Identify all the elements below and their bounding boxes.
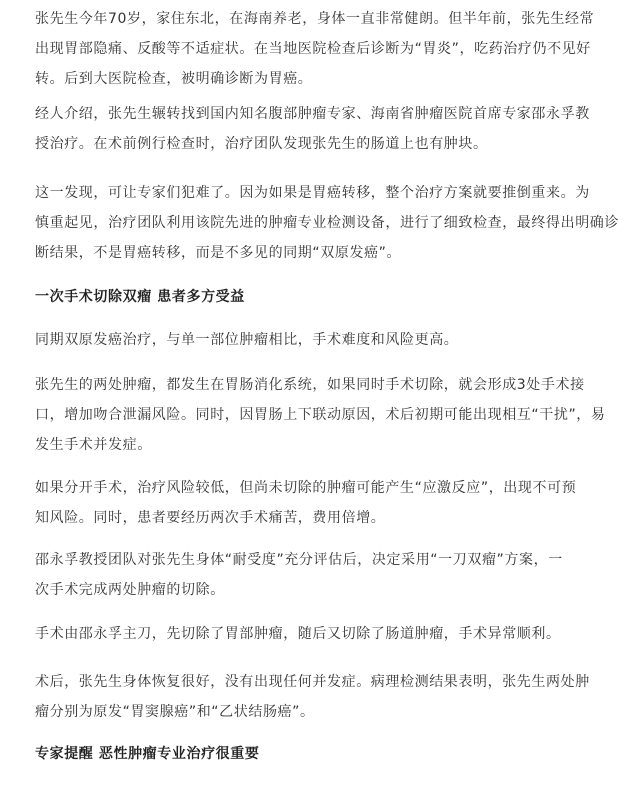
section-heading-expert-advice: 专家提醒 恶性肿瘤专业治疗很重要 [35,746,260,762]
section-heading-surgery: 一次手术切除双瘤 患者多方受益 [35,289,245,305]
text-line: 口，增加吻合泄漏风险。同时，因胃肠上下联动原因，术后初期可能出现相互“干扰”，易 [35,407,606,423]
text-line: 知风险。同时，患者要经历两次手术痛苦，费用倍增。 [35,510,386,526]
paragraph-recovery [35,667,601,727]
paragraph-separate-risk [35,473,601,533]
paragraph-simultaneous-risk [35,370,606,460]
paragraph-operation [35,619,601,649]
paragraph-diagnosis [35,178,619,268]
text-line: 邵永孚教授团队对张先生身体“耐受度”充分评估后，决定采用“一刀双瘤”方案，一 [35,552,563,568]
text-line: 经人介绍，张先生辗转找到国内知名腹部肿瘤专家、海南省肿瘤医院首席专家邵永孚教 [35,106,590,122]
text-line: 张先生今年70岁，家住东北，在海南养老，身体一直非常健朗。但半年前，张先生经常 [35,11,595,27]
text-line: 出现胃部隐痛、反酸等不适症状。在当地医院检查后诊断为“胃炎”，吃药治疗仍不见好 [35,41,591,57]
text-line: 转。后到大医院检查，被明确诊断为胃癌。 [35,71,313,87]
paragraph-referral [35,99,601,159]
text-line: 次手术完成两处肿瘤的切除。 [35,582,225,598]
text-line: 发生手术并发症。 [35,437,152,453]
text-line: 授治疗。在术前例行检查时，治疗团队发现张先生的肠道上也有肿块。 [35,136,488,152]
text-line: 手术由邵永孚主刀，先切除了胃部肿瘤，随后又切除了肠道肿瘤，手术异常顺利。 [35,626,561,642]
text-line: 断结果，不是胃癌转移，而是不多见的同期“双原发癌”。 [35,245,402,261]
text-line: 慎重起见，治疗团队利用该院先进的肿瘤专业检测设备，进行了细致检查，最终得出明确诊 [35,215,619,231]
text-line: 瘤分别为原发“胃窦腺癌”和“乙状结肠癌”。 [35,704,315,720]
paragraph-risk-intro [35,325,601,355]
text-line: 这一发现，可让专家们犯难了。因为如果是胃癌转移，整个治疗方案就要推倒重来。为 [35,185,590,201]
text-line: 如果分开手术，治疗风险较低，但尚未切除的肿瘤可能产生“应激反应”，出现不可预 [35,480,577,496]
text-line: 术后，张先生身体恢复很好，没有出现任何并发症。病理检测结果表明，张先生两处肿 [35,674,590,690]
text-line: 同期双原发癌治疗，与单一部位肿瘤相比，手术难度和风险更高。 [35,332,459,348]
paragraph-plan [35,545,601,605]
text-line: 张先生的两处肿瘤，都发生在胃肠消化系统，如果同时手术切除，就会形成3处手术接 [35,377,585,393]
paragraph-patient-history [35,4,601,94]
